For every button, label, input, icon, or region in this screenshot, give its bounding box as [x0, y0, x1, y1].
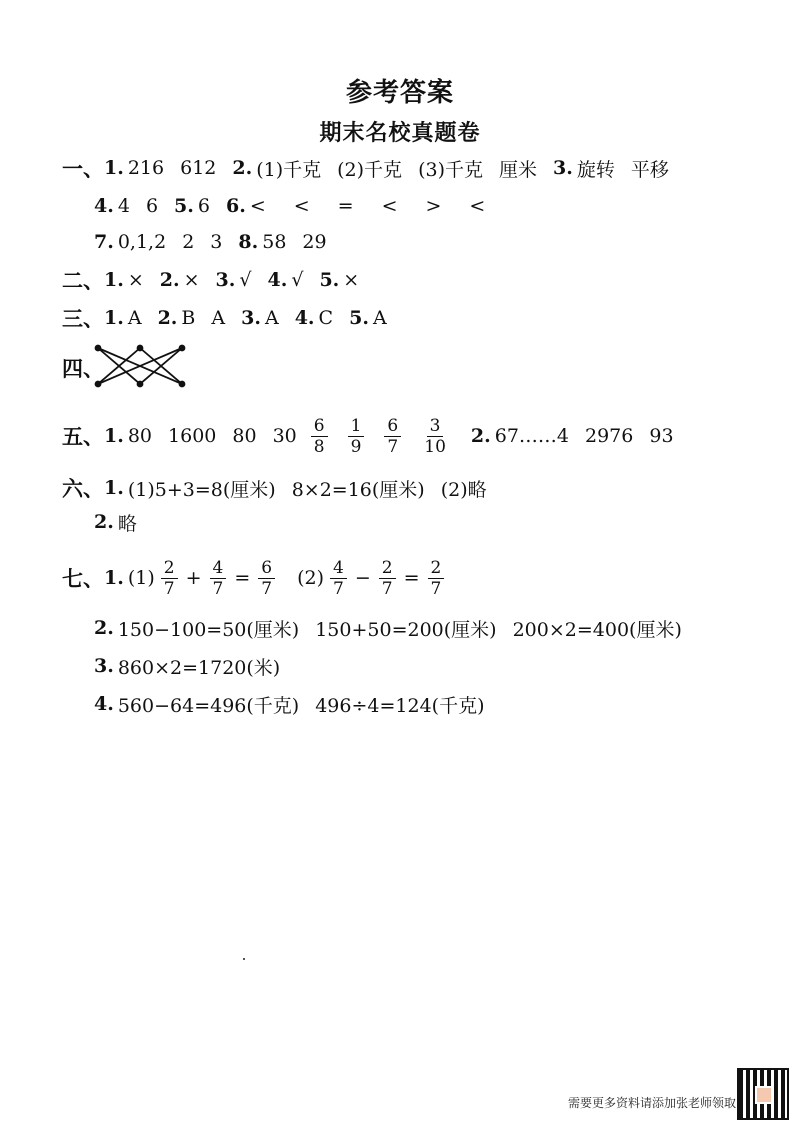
- question-number: 3.: [241, 307, 261, 329]
- question-number: 3.: [94, 655, 114, 677]
- speck: [243, 958, 245, 960]
- qr-code-icon: [737, 1068, 789, 1120]
- section-1-line-1: [62, 150, 669, 186]
- answer: A: [264, 307, 279, 329]
- answer: <: [469, 195, 486, 217]
- question-number: 3.: [215, 269, 236, 291]
- answer: <: [249, 195, 266, 217]
- question-number: 1.: [104, 307, 124, 329]
- answer: (2)千克: [337, 158, 403, 181]
- question-number: 4.: [94, 693, 114, 715]
- answer: 略: [117, 512, 137, 535]
- answer: 80: [232, 425, 257, 447]
- answer: 612: [180, 157, 217, 179]
- question-number: 2.: [232, 157, 253, 179]
- answer: 200×2=400(厘米): [512, 618, 682, 641]
- answer: <: [293, 195, 310, 217]
- answer: A: [372, 307, 387, 329]
- question-number: 1.: [104, 425, 124, 447]
- footer-note: 需要更多资料请添加张老师领取: [568, 1096, 737, 1110]
- answer: 30: [272, 425, 297, 447]
- answer: ×: [183, 269, 200, 291]
- section-7-line-3: [94, 648, 280, 684]
- operator: =: [234, 567, 251, 589]
- answer: ×: [343, 269, 360, 291]
- section-3: [62, 300, 387, 336]
- answer: (2)略: [440, 478, 487, 501]
- section-6-line-1: [62, 470, 487, 506]
- answer: 4: [117, 195, 130, 217]
- fraction: $\frac{3}{10}$: [424, 415, 446, 457]
- answer: 58: [262, 231, 287, 253]
- answer: 1600: [168, 425, 217, 447]
- fraction: $\frac{6}{7}$: [384, 416, 401, 457]
- answer: 93: [649, 425, 674, 447]
- answer: (1)千克: [256, 158, 322, 181]
- question-number: 6.: [225, 195, 246, 217]
- section-label: 五、: [62, 425, 104, 449]
- answer: (3)千克: [418, 158, 483, 181]
- question-number: 4.: [294, 307, 315, 329]
- answer: √: [291, 269, 304, 291]
- section-label: 一、: [62, 157, 104, 181]
- answer: ×: [127, 269, 144, 291]
- answer: 216: [127, 157, 165, 179]
- answer: 8×2=16(厘米): [291, 478, 425, 501]
- section-1-line-2: [94, 188, 485, 224]
- matching-lines-diagram: [90, 340, 190, 390]
- question-number: 8.: [238, 231, 259, 253]
- answer: 厘米: [498, 158, 537, 181]
- answer: <: [381, 195, 398, 217]
- section-label: 三、: [62, 307, 104, 331]
- answer: 150+50=200(厘米): [315, 618, 497, 641]
- question-number: 5.: [174, 195, 194, 217]
- section-6-line-2: [94, 504, 137, 540]
- question-number: 3.: [553, 157, 573, 179]
- question-number: 2.: [94, 511, 114, 533]
- question-number: 2.: [159, 269, 180, 291]
- answer: 旋转: [576, 158, 615, 181]
- answer: 6: [145, 195, 159, 217]
- question-number: 7.: [94, 231, 114, 253]
- operator: −: [354, 567, 371, 589]
- answer: 860×2=1720(米): [117, 656, 281, 679]
- section-5: [62, 416, 674, 456]
- section-7-line-4: [94, 686, 485, 722]
- question-number: 4.: [94, 195, 114, 217]
- section-7-line-2: [94, 610, 682, 646]
- answer: 3: [210, 231, 223, 253]
- question-number: 1.: [104, 269, 124, 291]
- question-number: 1.: [104, 567, 124, 589]
- answer: 496÷4=124(千克): [315, 694, 485, 717]
- question-number: 2.: [470, 425, 491, 447]
- section-1-line-3: [94, 224, 327, 260]
- answer: (1): [127, 567, 155, 589]
- section-label: 六、: [62, 477, 104, 501]
- question-number: 2.: [94, 617, 114, 639]
- fraction: $\frac{6}{7}$: [258, 558, 275, 599]
- fraction: $\frac{2}{7}$: [161, 558, 178, 599]
- section-7-line-1: [62, 556, 450, 600]
- answer: √: [239, 269, 252, 291]
- question-number: 4.: [267, 269, 288, 291]
- section-label: 四、: [62, 357, 104, 381]
- fraction: $\frac{2}{7}$: [379, 558, 396, 599]
- answer: 0,1,2: [117, 231, 167, 253]
- answer: 560−64=496(千克): [117, 694, 300, 717]
- answer: 80: [127, 425, 153, 447]
- answer: 2976: [585, 425, 634, 447]
- section-label: 二、: [62, 269, 104, 293]
- fraction: $\frac{4}{7}$: [330, 558, 347, 599]
- answer: 29: [302, 231, 327, 253]
- answer: 平移: [630, 158, 669, 181]
- operator: +: [185, 567, 202, 589]
- question-number: 5.: [319, 269, 340, 291]
- section-2: [62, 262, 359, 298]
- answer: (1)5+3=8(厘米): [127, 478, 276, 501]
- page-title: 参考答案: [345, 78, 454, 108]
- section-label: 七、: [62, 567, 104, 591]
- question-number: 5.: [349, 307, 369, 329]
- answer: B: [181, 307, 196, 329]
- answer: 2: [182, 231, 195, 253]
- question-number: 1.: [104, 157, 124, 179]
- answer: 67……4: [494, 425, 569, 447]
- operator: =: [403, 567, 420, 589]
- page-subtitle: 期末名校真题卷: [319, 121, 481, 146]
- answer: 6: [197, 195, 210, 217]
- fraction: $\frac{2}{7}$: [428, 558, 445, 599]
- answer: 150−100=50(厘米): [117, 618, 300, 641]
- answer: A: [211, 307, 226, 329]
- answer: A: [127, 307, 142, 329]
- answer: C: [318, 307, 334, 329]
- fraction: $\frac{4}{7}$: [210, 558, 227, 599]
- fraction: $\frac{1}{9}$: [348, 416, 365, 457]
- answer: (2): [297, 567, 325, 589]
- question-number: 1.: [104, 477, 124, 499]
- answer: >: [425, 195, 442, 217]
- question-number: 2.: [157, 307, 178, 329]
- fraction: $\frac{6}{8}$: [311, 416, 328, 457]
- answer: =: [337, 195, 354, 217]
